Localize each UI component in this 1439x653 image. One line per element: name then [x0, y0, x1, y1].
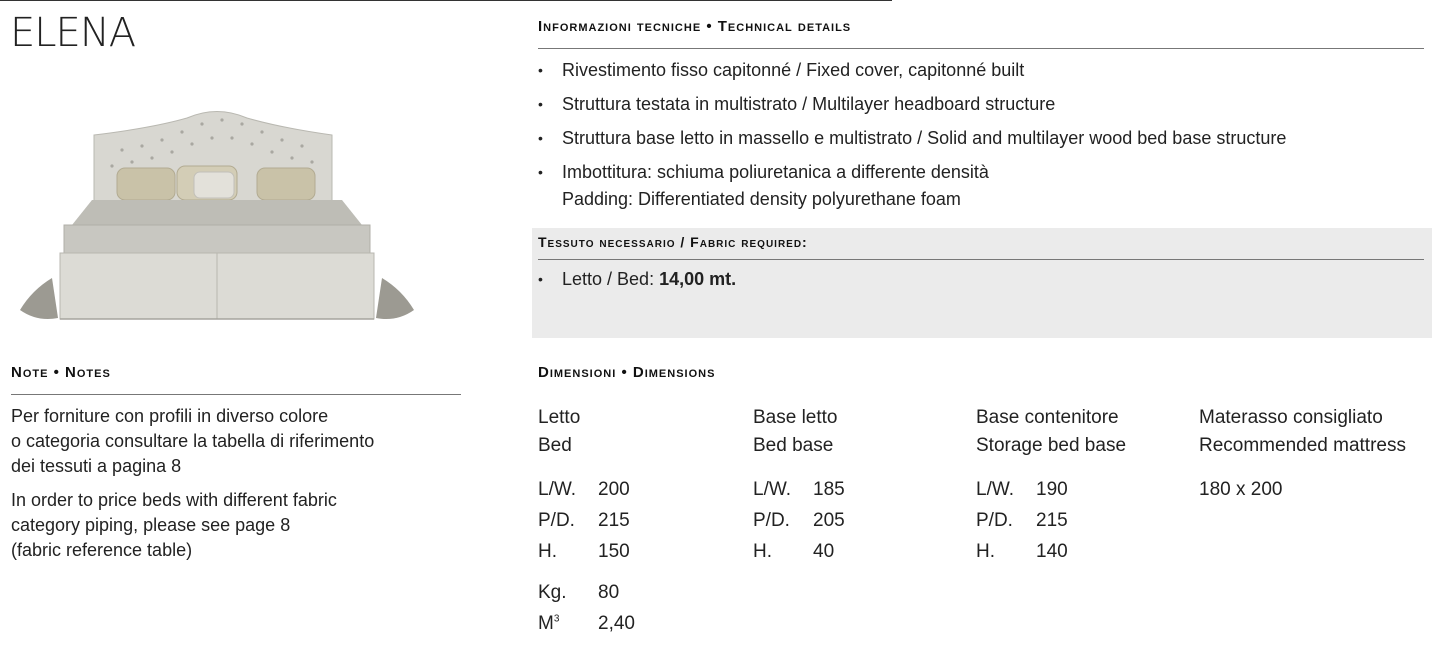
- dimension-value: 205: [813, 510, 845, 531]
- notes-paragraph-it: [11, 404, 461, 479]
- column-label-en: Bed: [538, 435, 572, 456]
- dimension-row-depth: [538, 505, 635, 536]
- notes-line: Per forniture con profili in diverso colore: [11, 406, 329, 426]
- notes-heading: Note • Notes: [11, 364, 111, 381]
- list-item-text: Padding: Differentiated density polyurethane foam: [562, 189, 961, 209]
- dimensions-column-bed-base: [753, 404, 845, 567]
- column-label-en: Recommended mattress: [1199, 435, 1406, 456]
- dimension-value: 185: [813, 479, 845, 500]
- dimension-key: H.: [753, 541, 772, 562]
- fabric-required-heading: Tessuto necessario / Fabric required:: [538, 234, 808, 250]
- dimension-value: 180 x 200: [1199, 479, 1283, 500]
- dimension-key: Kg.: [538, 582, 567, 603]
- dimension-key: H.: [538, 541, 557, 562]
- list-item-text: Struttura testata in multistrato / Multilayer headboard structure: [562, 94, 1056, 114]
- column-label-it: Base letto: [753, 407, 838, 428]
- dimension-value: 140: [1036, 541, 1068, 562]
- product-title: ELENA: [10, 10, 136, 56]
- dimension-row-volume: [538, 608, 635, 639]
- dimension-key: H.: [976, 541, 995, 562]
- bullet-icon: •: [538, 130, 543, 146]
- dimension-row-height: [538, 536, 635, 567]
- column-label-en: Storage bed base: [976, 435, 1127, 456]
- list-item: [538, 266, 1428, 293]
- dimension-key: P/D.: [976, 510, 1013, 531]
- dimension-row-depth: [753, 505, 845, 536]
- bullet-icon: •: [538, 62, 543, 78]
- fabric-item-value: 14,00 mt.: [659, 269, 737, 289]
- dimension-key: [538, 608, 598, 639]
- dimension-value: 200: [598, 479, 630, 500]
- dimension-row-width: [538, 474, 635, 505]
- bullet-icon: •: [538, 271, 543, 287]
- list-item-text: Imbottitura: schiuma poliuretanica a differente densità: [562, 162, 989, 182]
- column-label-it: Materasso consigliato: [1199, 407, 1383, 428]
- dimension-key: L/W.: [976, 479, 1015, 500]
- bed-product-image: [12, 100, 422, 325]
- bullet-icon: •: [538, 96, 543, 112]
- notes-line: In order to price beds with different fabric: [11, 490, 337, 510]
- technical-details-divider: [538, 48, 1424, 49]
- dimensions-column-storage-base: [976, 404, 1126, 567]
- dimension-value: 40: [813, 541, 835, 562]
- dimension-value: 190: [1036, 479, 1068, 500]
- column-label-en: Bed base: [753, 435, 834, 456]
- notes-paragraph-en: [11, 488, 461, 563]
- column-label-it: Letto: [538, 407, 581, 428]
- list-item: [538, 91, 1428, 118]
- dimension-row-width: [753, 474, 845, 505]
- dimension-row-weight: [538, 577, 635, 608]
- list-item-text: Rivestimento fisso capitonné / Fixed cover, capitonné built: [562, 60, 1025, 80]
- dimensions-column-mattress: [1199, 404, 1406, 505]
- volume-unit-exponent: 3: [553, 613, 560, 625]
- dimension-value: 80: [598, 582, 620, 603]
- notes-line: o categoria consultare la tabella di riferimento: [11, 431, 375, 451]
- column-label-it: Base contenitore: [976, 407, 1119, 428]
- dimensions-heading: Dimensioni • Dimensions: [538, 364, 716, 381]
- bullet-icon: •: [538, 164, 543, 180]
- dimension-key: P/D.: [753, 510, 790, 531]
- dimension-key: P/D.: [538, 510, 575, 531]
- volume-unit: M: [538, 613, 554, 634]
- dimension-value: 150: [598, 541, 630, 562]
- dimension-row-width: [976, 474, 1126, 505]
- fabric-required-divider: [538, 259, 1424, 260]
- mattress-size: [1199, 474, 1406, 505]
- notes-divider: [11, 394, 461, 395]
- list-item: [538, 125, 1428, 152]
- dimension-value: 215: [1036, 510, 1068, 531]
- fabric-required-list: [538, 266, 1428, 293]
- technical-details-heading: Informazioni tecniche • Technical details: [538, 18, 852, 35]
- dimension-row-height: [753, 536, 845, 567]
- list-item: [538, 57, 1428, 84]
- dimension-row-height: [976, 536, 1126, 567]
- dimension-value: 215: [598, 510, 630, 531]
- fabric-item-label: Letto / Bed:: [562, 269, 660, 289]
- dimension-key: L/W.: [538, 479, 577, 500]
- list-item: [538, 159, 1428, 213]
- dimensions-divider: [0, 0, 892, 1]
- dimension-value: 2,40: [598, 613, 635, 634]
- list-item-text: Struttura base letto in massello e multistrato / Solid and multilayer wood bed base structure: [562, 128, 1287, 148]
- notes-line: category piping, please see page 8: [11, 515, 291, 535]
- dimension-row-depth: [976, 505, 1126, 536]
- dimensions-column-bed: [538, 404, 635, 639]
- notes-line: dei tessuti a pagina 8: [11, 456, 182, 476]
- notes-line: (fabric reference table): [11, 540, 193, 560]
- dimension-key: L/W.: [753, 479, 792, 500]
- technical-details-list: [538, 57, 1428, 213]
